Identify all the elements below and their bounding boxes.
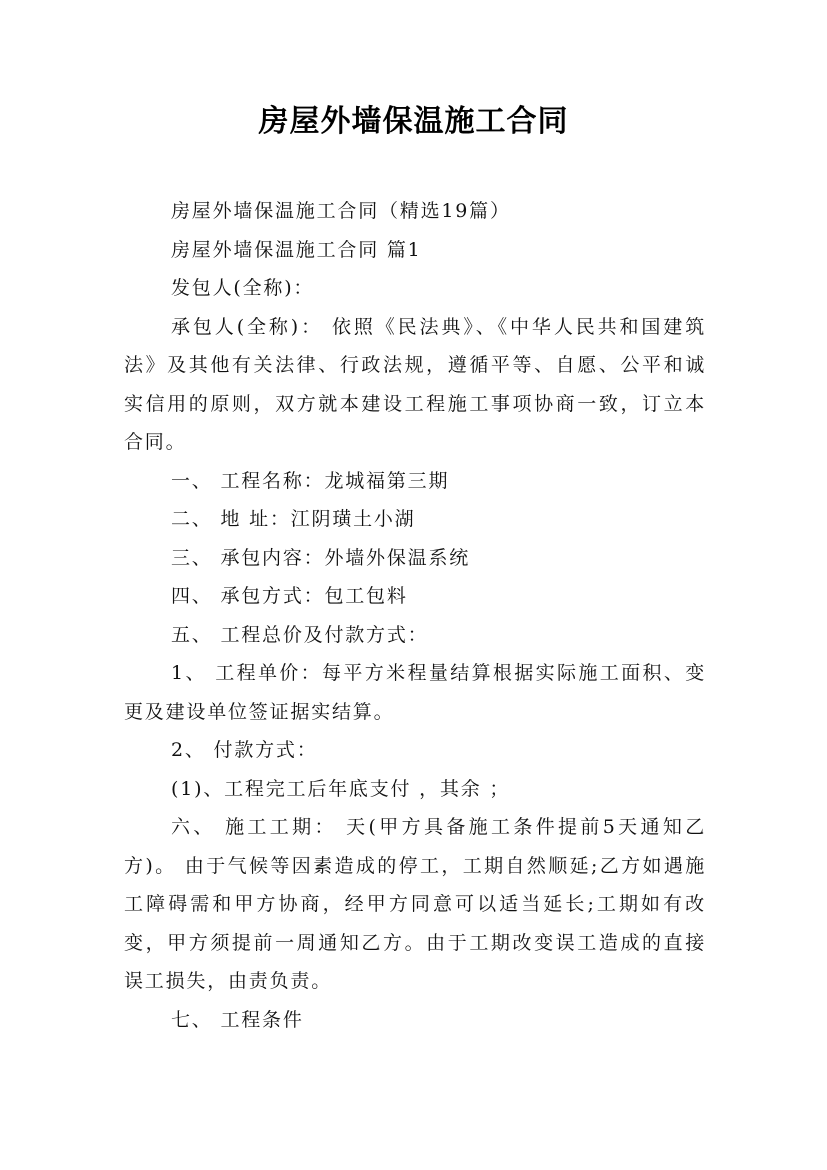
document-title: 房屋外墙保温施工合同 (258, 104, 569, 139)
paragraph-unit-price: 1、 工程单价：每平方米程量结算根据实际施工面积、变更及建设单位签证据实结算。 (124, 662, 706, 723)
paragraph-item-4: 四、 承包方式：包工包料 (171, 585, 408, 607)
paragraph-payment-terms: (1)、工程完工后年底支付 ，其余 ； (171, 777, 511, 800)
paragraph-payment-method: 2、 付款方式： (171, 739, 318, 761)
paragraph-employer: 发包人(全称)： (171, 277, 315, 299)
paragraph-subtitle: 房屋外墙保温施工合同（精选19篇） (171, 200, 511, 222)
paragraph-item-5: 五、 工程总价及付款方式： (171, 623, 429, 646)
paragraph-item-2: 二、 地 址：江阴璜土小湖 (171, 508, 416, 530)
document-body (124, 192, 706, 1039)
paragraph-item-6: 六、 施工工期： 天(甲方具备施工条件提前5天通知乙方)。 由于气候等因素造成的停工，工期自然顺延;乙方如遇施工障碍需和甲方协商，经甲方同意可以适当延长;工期如有改变，甲方须提前一周通知乙方。由于工期改变误工造成的直接误工损失，由责负责。 (124, 816, 706, 992)
paragraph-item-3: 三、 承包内容：外墙外保温系统 (171, 546, 471, 569)
paragraph-item-7: 七、 工程条件 (171, 1008, 304, 1031)
paragraph-contractor: 承包人(全称)： 依照《民法典》、《中华人民共和国建筑法》及其他有关法律、行政法规，遵循平等、自愿、公平和诚实信用的原则，双方就本建设工程施工事项协商一致，订立本合同。 (124, 315, 706, 453)
paragraph-section-heading: 房屋外墙保温施工合同 篇1 (171, 238, 422, 261)
paragraph-item-1: 一、 工程名称：龙城福第三期 (171, 469, 450, 492)
